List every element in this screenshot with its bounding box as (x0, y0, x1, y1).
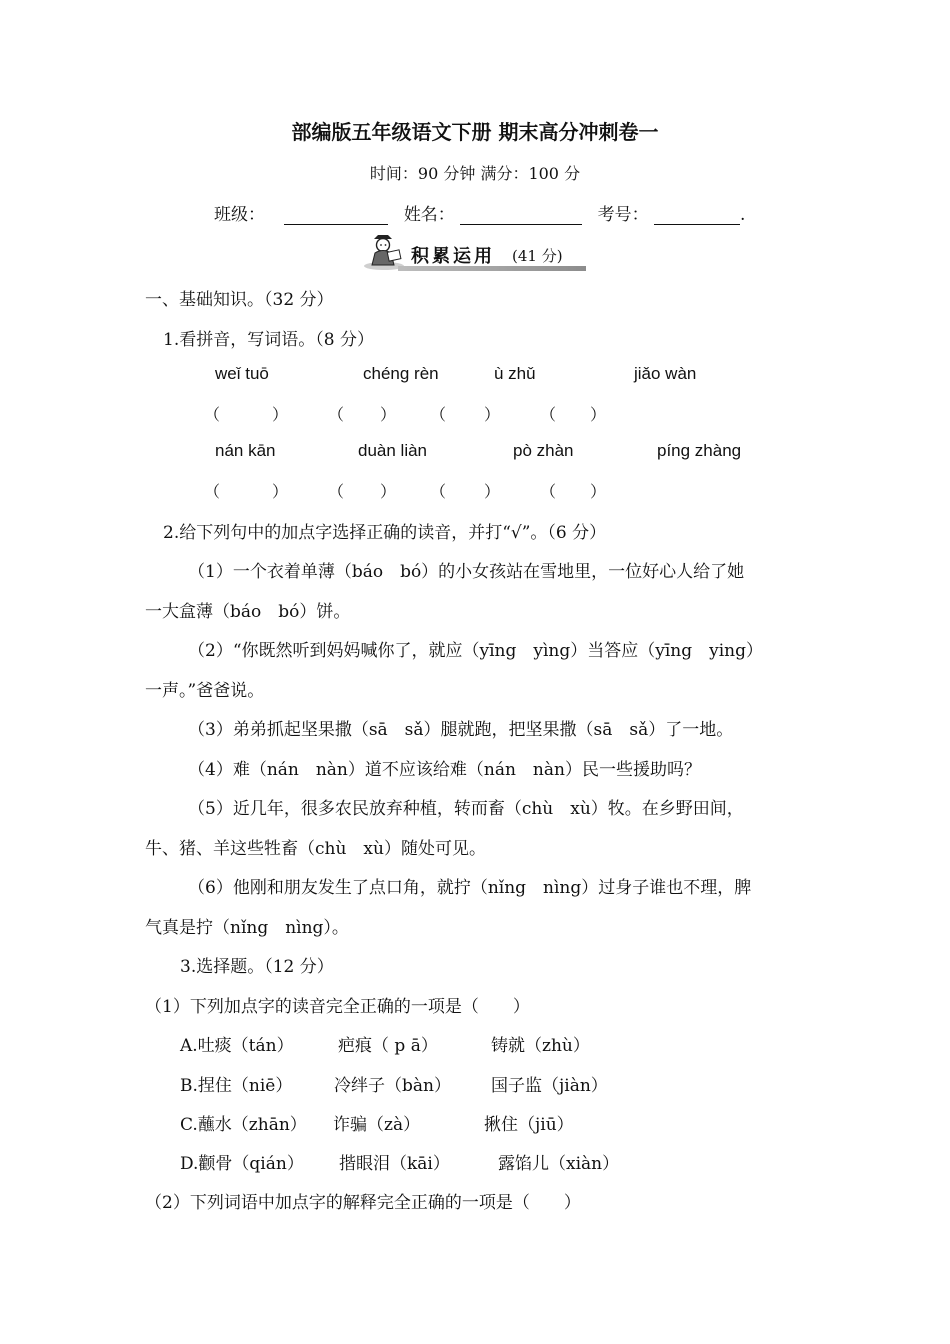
pinyin-item: nán kān (215, 441, 276, 460)
pinyin-item: ù zhǔ (494, 364, 536, 383)
pinyin-item: píng zhàng (657, 441, 742, 460)
number-blank[interactable] (654, 206, 740, 225)
answer-bracket[interactable]: （ ） (430, 405, 501, 424)
question-line: 牛、猪、羊这些牲畜（chù xù）随处可见。 (145, 839, 486, 859)
pinyin-item: chéng rèn (363, 364, 439, 383)
pinyin-item: duàn liàn (358, 441, 428, 460)
option-a-item: 铸就（zhù） (491, 1036, 590, 1056)
option-a[interactable]: A.吐痰（tán） (180, 1036, 294, 1056)
question-line: （5）近几年，很多农民放弃种植，转而畜（chù xù）牧。在乡野田间， (188, 799, 744, 819)
question-1-heading: 1.看拼音，写词语。（8 分） (163, 330, 374, 350)
name-label: 姓名： (403, 205, 455, 225)
answer-bracket[interactable]: （ ） (540, 405, 607, 424)
page-title: 部编版五年级语文下册 期末高分冲刺卷一 (291, 120, 659, 144)
question-line: （3）弟弟抓起坚果撒（sā sǎ）腿就跑，把坚果撒（sā sǎ）了一地。 (188, 720, 734, 740)
question-line: （2）“你既然听到妈妈喊你了，就应（yīng yìng）当答应（yīng ying） (188, 641, 763, 661)
section-banner (362, 233, 592, 273)
pinyin-item: pò zhàn (513, 441, 574, 460)
option-b-item: 冷绊子（bàn） (334, 1076, 451, 1096)
sub-question: （2）下列词语中加点字的解释完全正确的一项是（ ） (145, 1193, 581, 1213)
option-b-item: 国子监（jiàn） (491, 1076, 608, 1096)
class-blank[interactable] (284, 206, 388, 225)
class-label: 班级： (214, 205, 265, 225)
option-d[interactable]: D.颧骨（qián） (180, 1154, 304, 1174)
number-label: 考号： (597, 205, 649, 225)
exam-meta: 时间：90 分钟 满分：100 分 (369, 164, 581, 183)
option-c-item: 揪住（jiū） (484, 1115, 574, 1135)
option-b[interactable]: B.捏住（niē） (180, 1076, 293, 1096)
answer-bracket[interactable]: （ ） (328, 405, 397, 424)
answer-bracket[interactable]: （ ） (204, 405, 289, 424)
end-mark: . (740, 205, 746, 225)
option-d-item: 露馅儿（xiàn） (498, 1154, 620, 1174)
answer-bracket[interactable]: （ ） (328, 482, 397, 501)
question-3-heading: 3.选择题。（12 分） (180, 957, 334, 977)
question-2-heading: 2.给下列句中的加点字选择正确的读音，并打“√”。（6 分） (163, 523, 607, 543)
question-line: （6）他刚和朋友发生了点口角，就拧（nǐng nìng）过身子谁也不理，脾 (188, 878, 752, 898)
pinyin-item: jiǎo wàn (634, 364, 697, 383)
answer-bracket[interactable]: （ ） (540, 482, 607, 501)
question-line: （1）一个衣着单薄（báo bó）的小女孩站在雪地里，一位好心人给了她 (188, 562, 745, 582)
question-line: 一声。”爸爸说。 (145, 681, 265, 701)
option-a-item: 疤痕（ p ā） (338, 1036, 438, 1056)
answer-bracket[interactable]: （ ） (430, 482, 501, 501)
part-heading: 一、基础知识。（32 分） (145, 290, 334, 310)
section-score: (41 分) (512, 247, 563, 265)
question-line: 气真是拧（nǐng nìng）。 (145, 918, 349, 938)
pinyin-item: weǐ tuō (215, 364, 269, 383)
question-line: （4）难（nán nàn）道不应该给难（nán nàn）民一些援助吗？ (188, 760, 701, 780)
option-c[interactable]: C.蘸水（zhān） (180, 1115, 307, 1135)
option-d-item: 揩眼泪（kāi） (339, 1154, 450, 1174)
sub-question: （1）下列加点字的读音完全正确的一项是（ ） (145, 997, 530, 1017)
answer-bracket[interactable]: （ ） (204, 482, 289, 501)
student-info-row (214, 200, 745, 225)
name-blank[interactable] (460, 206, 582, 225)
section-title: 积累运用 (411, 246, 495, 267)
question-line: 一大盒薄（báo bó）饼。 (145, 602, 351, 622)
option-c-item: 诈骗（zà） (333, 1115, 421, 1135)
